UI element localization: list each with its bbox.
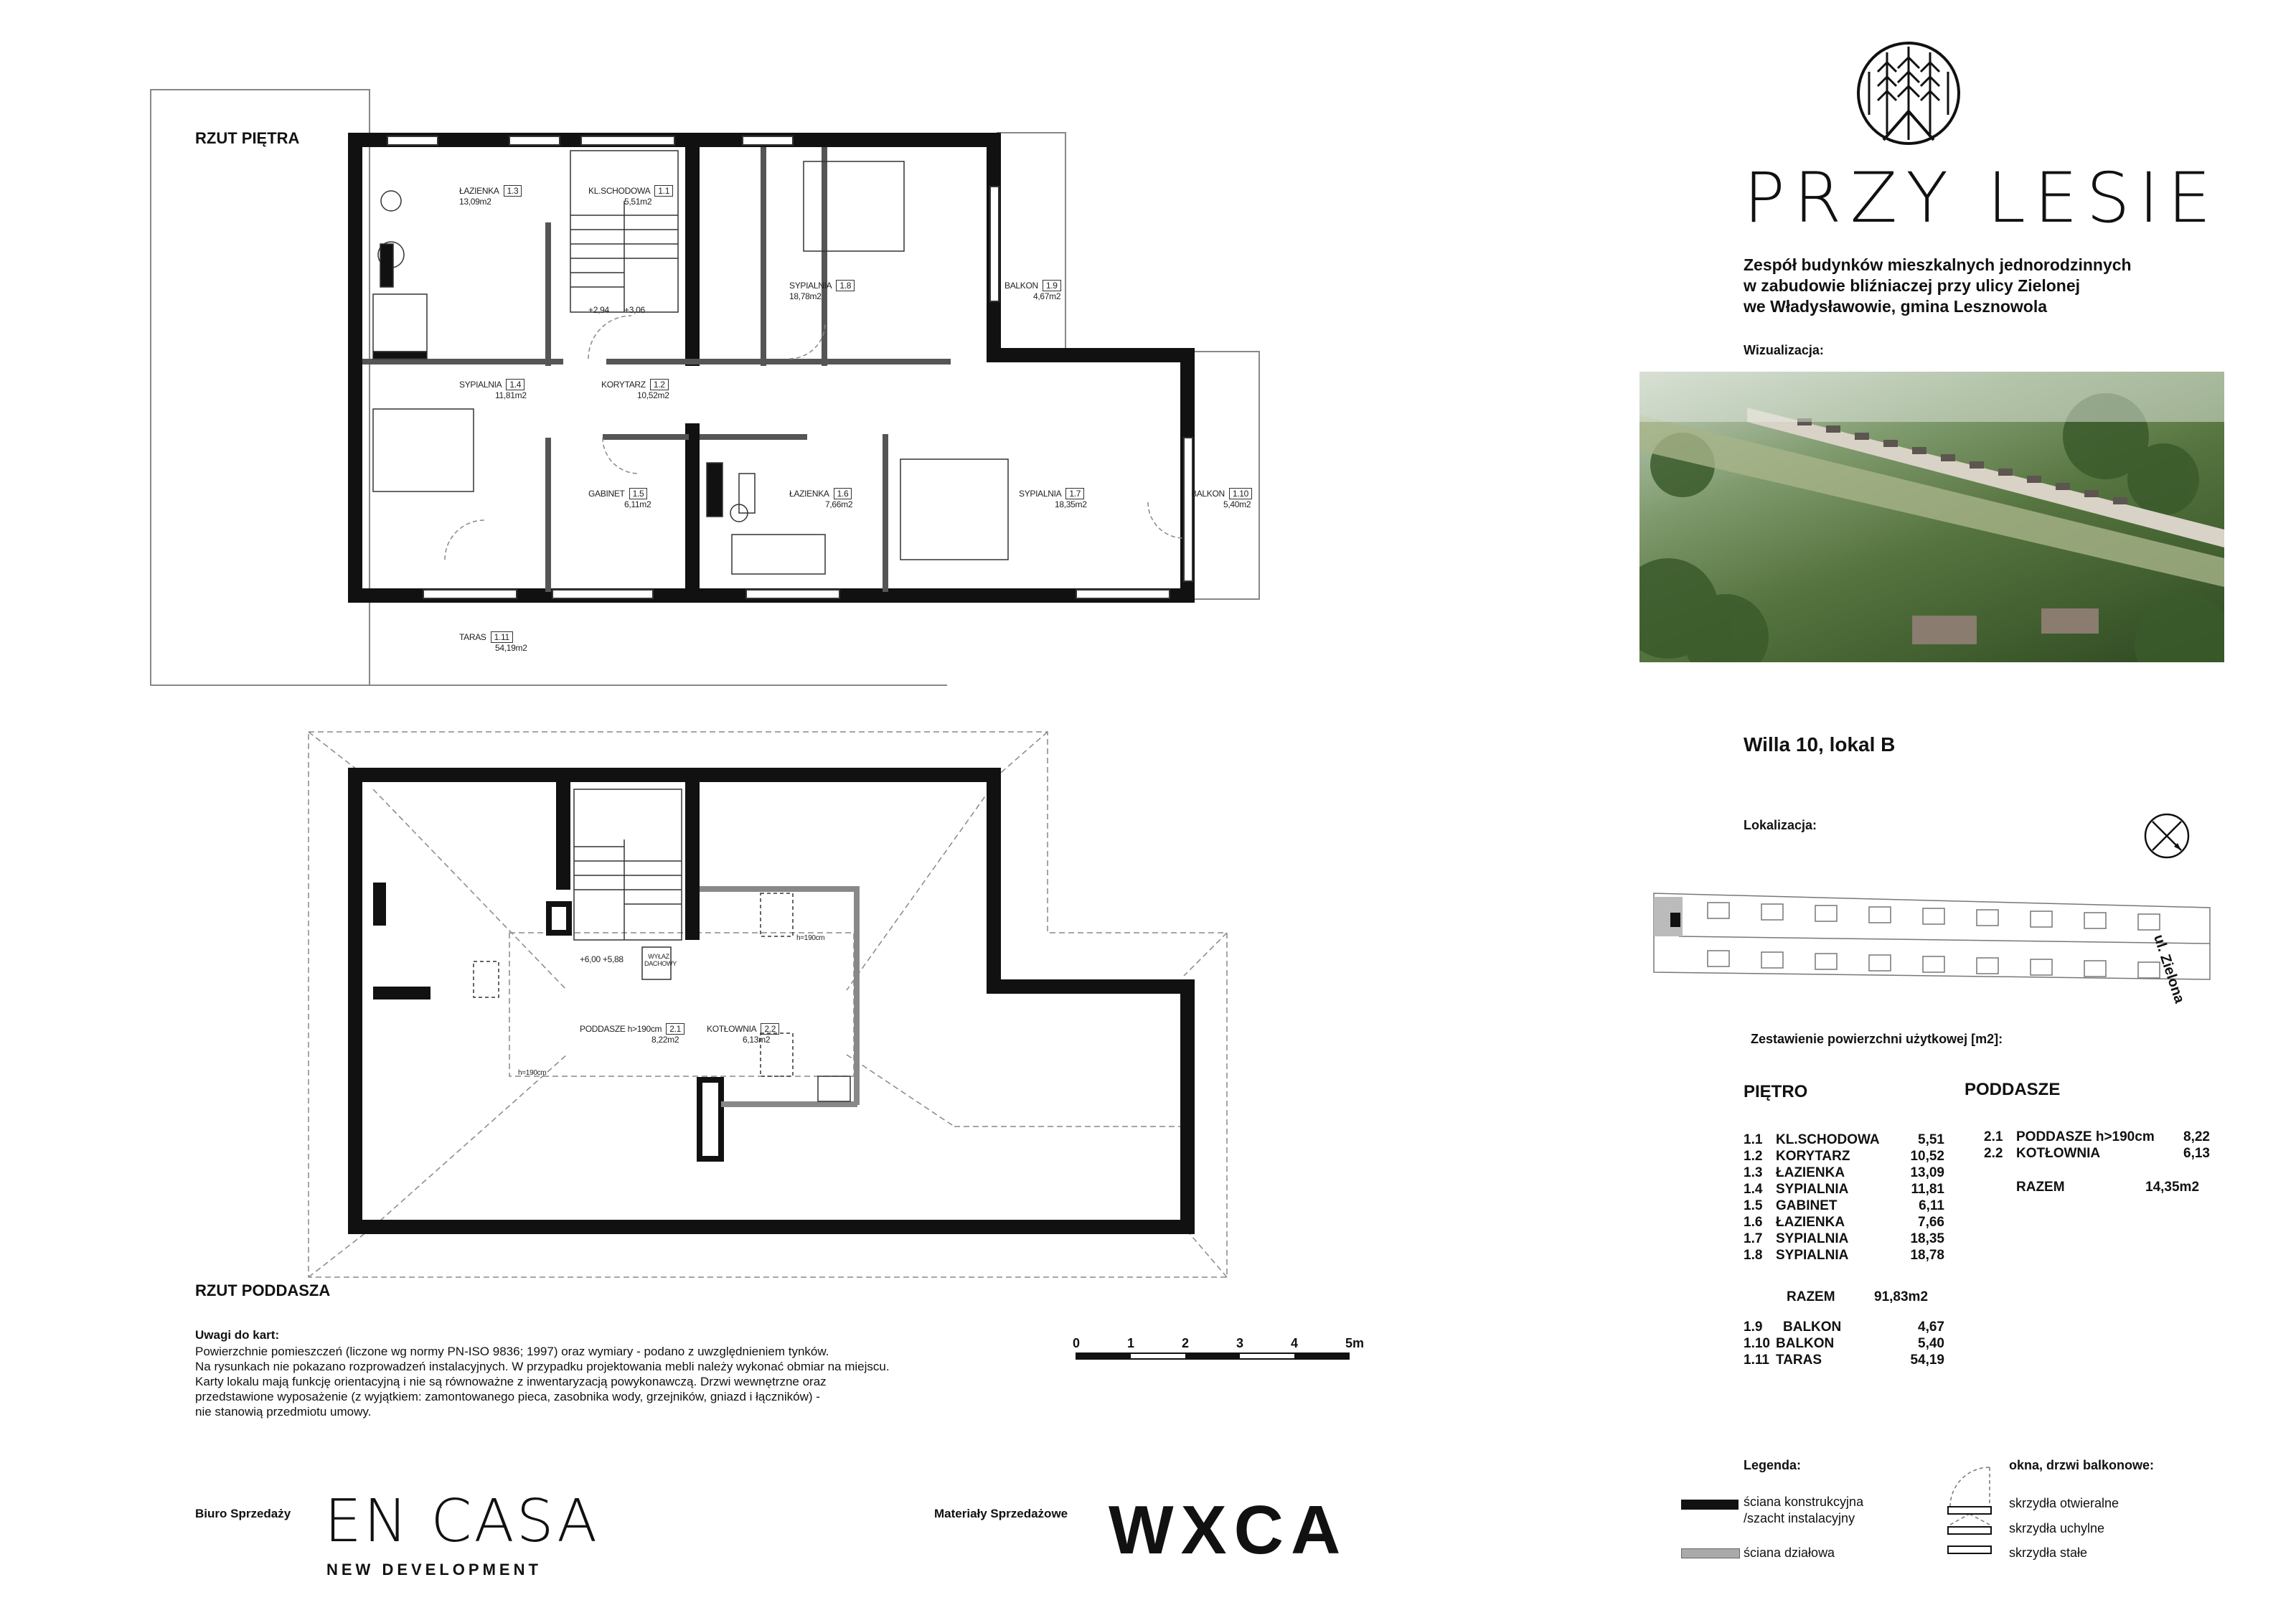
encasa-logo-main: EN CASA — [324, 1487, 600, 1556]
pietro-row: 1.4 SYPIALNIA 11,81 — [1744, 1182, 1944, 1197]
legend-wall-line1: ściana konstrukcyjna — [1744, 1495, 1864, 1509]
pietro-row: 1.7 SYPIALNIA 18,35 — [1744, 1231, 1944, 1246]
scale-tick-label: 3 — [1236, 1336, 1244, 1350]
pietro-row: 1.8 SYPIALNIA 18,78 — [1744, 1248, 1944, 1263]
notes-line: Karty lokalu mają funkcję orientacyjną i nie są równoważne z inwentaryzacją powykonawczą. Drzwi wewnętrzne oraz — [195, 1375, 827, 1388]
notes-body — [195, 1344, 890, 1419]
pietro-extra-row: 1.9 BALKON 4,67 — [1744, 1319, 1944, 1335]
location-site-map — [1650, 883, 2224, 990]
pietro-extra-row: 1.11 TARAS 54,19 — [1744, 1352, 1944, 1368]
pietro-extra-table — [1744, 1319, 1944, 1368]
pietro-extra-row: 1.10 BALKON 5,40 — [1744, 1336, 1944, 1351]
poddasze-heading: PODDASZE — [1965, 1080, 2061, 1099]
attic-plan-drawing — [0, 0, 1292, 1335]
structural-wall-swatch — [1681, 1500, 1739, 1510]
brand-subtitle-line: w zabudowie bliźniaczej przy ulicy Zielonej — [1744, 276, 2081, 295]
brand-title: PRZY LESIE — [1744, 158, 2220, 238]
scale-tick-label: 5m — [1345, 1336, 1365, 1350]
materials-label: Materiały Sprzedażowe — [934, 1507, 1068, 1520]
location-label: Lokalizacja: — [1744, 818, 1817, 832]
pietro-heading: PIĘTRO — [1744, 1082, 1808, 1101]
summary-heading: Zestawienie powierzchni użytkowej [m2]: — [1751, 1032, 2003, 1046]
pietro-row: 1.5 GABINET 6,11 — [1744, 1198, 1944, 1213]
scale-tick-label: 4 — [1291, 1336, 1299, 1350]
aerial-visualization-image — [1639, 372, 2224, 662]
attic-height-mark-2: h=190cm — [518, 1069, 547, 1077]
room-label-lazienka-1-6: ŁAZIENKA 1.6 7,66m2 — [789, 489, 853, 509]
party-wall-swatch — [1681, 1548, 1740, 1558]
pietro-row: 1.2 KORYTARZ 10,52 — [1744, 1149, 1944, 1164]
scale-tick-label: 1 — [1127, 1336, 1135, 1350]
brand-subtitle-line: we Władysławowie, gmina Lesznowola — [1744, 297, 2048, 316]
attic-room-label-kotlownia-2-2: KOTŁOWNIA 2.2 6,13m2 — [707, 1023, 779, 1045]
legend-fixed-sash: skrzydła stałe — [2009, 1546, 2088, 1560]
brand-subtitle — [1744, 255, 2132, 317]
legend-party-wall: ściana działowa — [1744, 1546, 1835, 1560]
notes-line: nie stanowią przedmiotu umowy. — [195, 1405, 372, 1419]
pietro-total-label: RAZEM — [1787, 1289, 1835, 1304]
room-label-sypialnia-1-4: SYPIALNIA 1.4 11,81m2 — [459, 380, 527, 400]
legend-wall-line2: /szacht instalacyjny — [1744, 1511, 1855, 1525]
room-label-taras-1-11: TARAS 1.11 54,19m2 — [459, 632, 527, 653]
unit-name: Willa 10, lokal B — [1744, 733, 1896, 756]
roof-hatch-label: WYŁAZ DACHOWY — [644, 953, 677, 967]
room-label-korytarz-1-2: KORYTARZ 1.2 10,52m2 — [601, 380, 669, 400]
level-mark-1: +2,94 — [588, 305, 609, 315]
pietro-total-value: 91,83m2 — [1874, 1289, 1929, 1304]
pietro-row: 1.1 KL.SCHODOWA 5,51 — [1744, 1132, 1944, 1147]
room-label-sypialnia-1-8: SYPIALNIA 1.8 18,78m2 — [789, 280, 855, 301]
notes-line: Na rysunkach nie pokazano rozprowadzeń instalacyjnych. W przypadku projektowania mebli należy wykonać obmiar na miejscu. — [195, 1360, 890, 1373]
level-mark-2: +3,06 — [624, 305, 645, 315]
floor-plan-title: RZUT PIĘTRA — [195, 129, 300, 147]
room-label-gabinet-1-5: GABINET 1.5 6,11m2 — [588, 489, 651, 509]
window-symbols-icon — [1944, 1457, 1995, 1564]
room-label-lazienka-1-3: ŁAZIENKA 1.3 13,09m2 — [459, 185, 522, 207]
attic-room-label-poddasze-2-1: PODDASZE h>190cm 2.1 8,22m2 — [580, 1023, 684, 1045]
legend-tilting-sash: skrzydła uchylne — [2009, 1521, 2105, 1535]
scale-tick-label: 0 — [1073, 1336, 1081, 1350]
legend-heading: Legenda: — [1744, 1458, 1802, 1472]
attic-plan-title: RZUT PODDASZA — [195, 1281, 331, 1299]
room-label-balkon-1-10: BALKON 1.10 5,40m2 — [1191, 489, 1251, 509]
attic-level-mark: +6,00 +5,88 — [580, 954, 624, 964]
notes-line: przedstawione wyposażenie (z wyjątkiem: zamontowanego pieca, zasobnika wody, grzejników, gniazd i łączników) - — [195, 1390, 820, 1403]
legend-windows-heading: okna, drzwi balkonowe: — [2009, 1458, 2155, 1472]
attic-height-mark-1: h=190cm — [796, 934, 825, 942]
notes-line: Powierzchnie pomieszczeń (liczone wg normy PN-ISO 9836; 1997) oraz wymiary - podano z uwzględnieniem tynków. — [195, 1345, 829, 1358]
sales-office-label: Biuro Sprzedaży — [195, 1507, 291, 1520]
north-arrow-icon — [2142, 811, 2192, 861]
wxca-logo: WXCA — [1109, 1492, 1348, 1568]
legend-opening-sash: skrzydła otwieralne — [2009, 1496, 2119, 1510]
poddasze-row: 2.2 KOTŁOWNIA 6,13 — [1984, 1146, 2210, 1161]
poddasze-table — [1984, 1129, 2210, 1162]
poddasze-total-label: RAZEM — [2016, 1180, 2065, 1195]
room-label-balkon-1-9: BALKON 1.9 4,67m2 — [1004, 281, 1061, 301]
poddasze-row: 2.1 PODDASZE h>190cm 8,22 — [1984, 1129, 2210, 1144]
street-label: ul. Zielona — [2150, 933, 2188, 1005]
scale-bar — [1073, 1336, 1374, 1365]
tree-emblem-logo — [1855, 39, 1962, 147]
brand-subtitle-line: Zespół budynków mieszkalnych jednorodzinnych — [1744, 255, 2132, 274]
room-label-kl-schodowa-1-1: KL.SCHODOWA 1.1 5,51m2 — [588, 185, 673, 207]
pietro-table — [1744, 1132, 1944, 1264]
pietro-row: 1.6 ŁAZIENKA 7,66 — [1744, 1215, 1944, 1230]
scale-tick-label: 2 — [1182, 1336, 1190, 1350]
notes-heading: Uwagi do kart: — [195, 1328, 280, 1342]
room-label-sypialnia-1-7: SYPIALNIA 1.7 18,35m2 — [1019, 489, 1087, 509]
encasa-logo-sub: NEW DEVELOPMENT — [326, 1561, 542, 1579]
poddasze-total-value: 14,35m2 — [2145, 1180, 2200, 1195]
visualization-label: Wizualizacja: — [1744, 343, 1824, 357]
pietro-row: 1.3 ŁAZIENKA 13,09 — [1744, 1165, 1944, 1180]
